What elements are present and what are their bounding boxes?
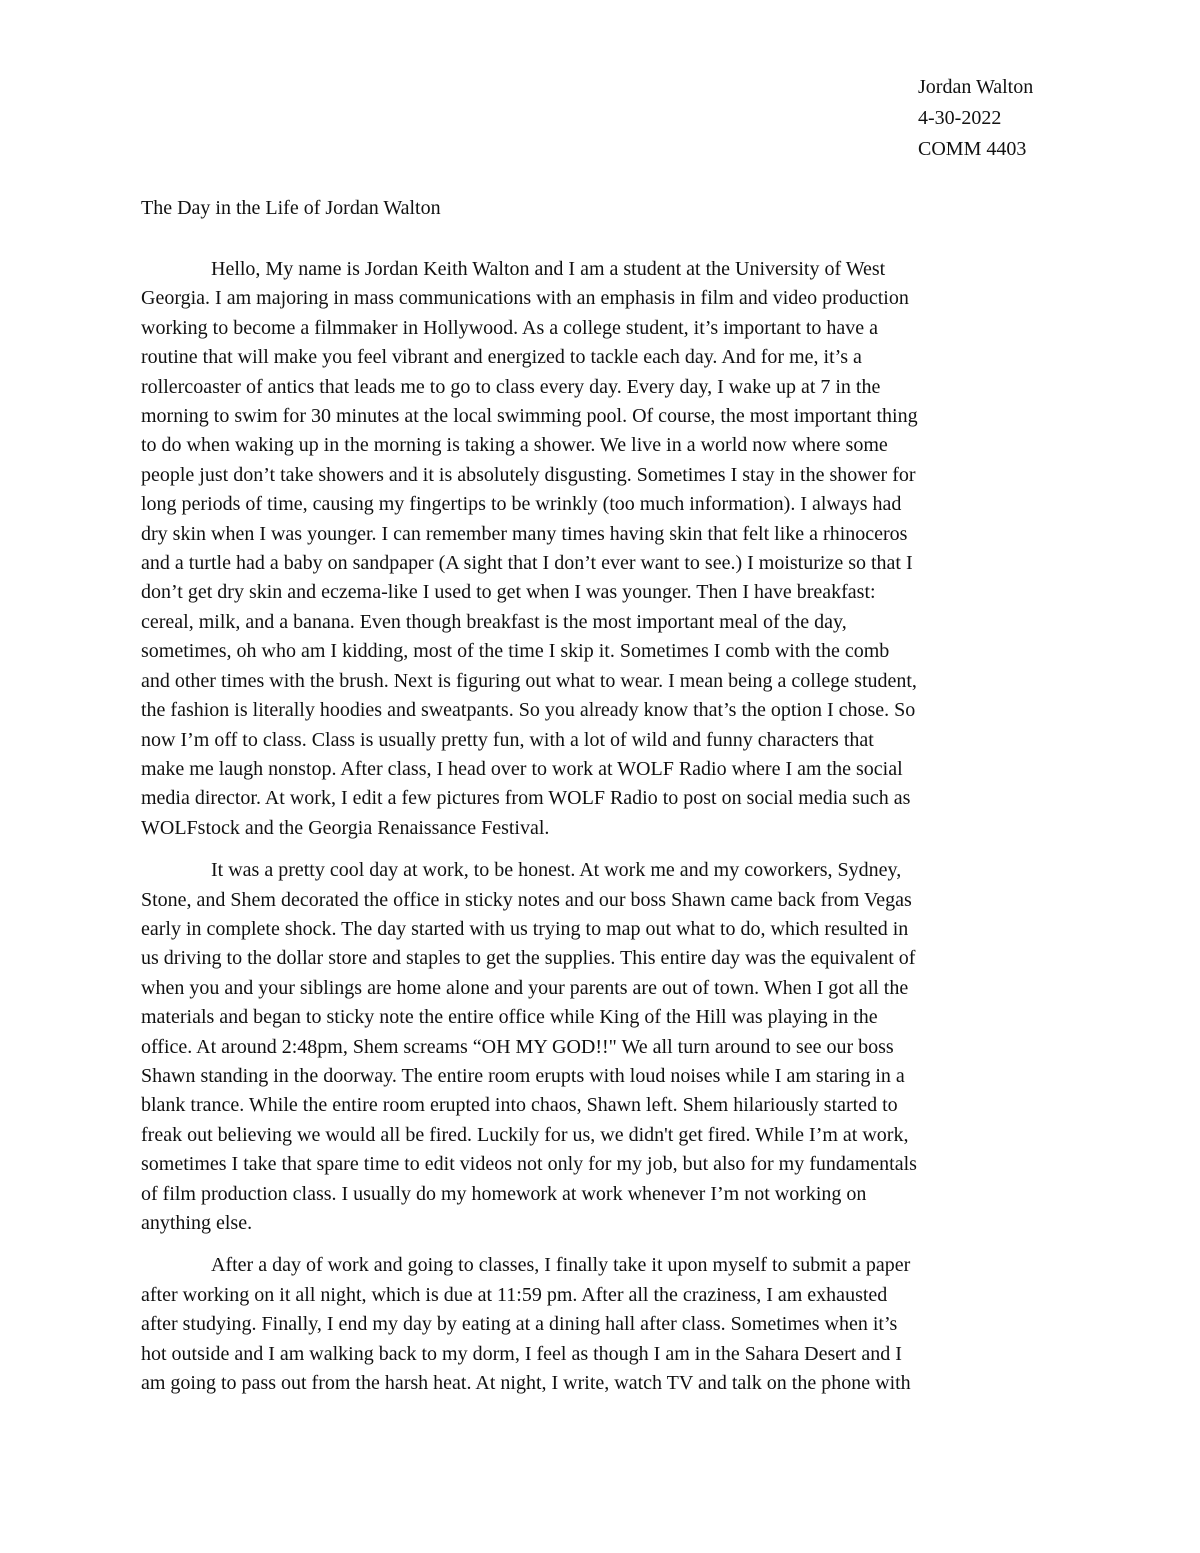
paragraph-2 <box>141 856 1081 1238</box>
paragraph-line: anything else. <box>141 1212 253 1234</box>
paragraph-line: us driving to the dollar store and staples to get the supplies. This entire day was the equivalent of <box>141 947 916 970</box>
paragraph-line: and a turtle had a baby on sandpaper (A sight that I don’t ever want to see.) I moisturize so that I <box>141 552 913 575</box>
author-name: Jordan Walton <box>918 76 1034 98</box>
document-title: The Day in the Life of Jordan Walton <box>141 197 441 219</box>
paragraph-line: cereal, milk, and a banana. Even though breakfast is the most important meal of the day, <box>141 610 847 633</box>
paragraph-line: of film production class. I usually do my homework at work whenever I’m not working on <box>141 1182 867 1205</box>
course-code: COMM 4403 <box>918 138 1027 160</box>
paragraph-line: Stone, and Shem decorated the office in sticky notes and our boss Shawn came back from Vegas <box>141 888 912 911</box>
paragraph-line: office. At around 2:48pm, Shem screams “OH MY GOD!!" We all turn around to see our boss <box>141 1035 894 1058</box>
paragraph-line: morning to swim for 30 minutes at the local swimming pool. Of course, the most important thing <box>141 405 918 428</box>
paragraph-line: after working on it all night, which is due at 11:59 pm. After all the craziness, I am exhausted <box>141 1283 888 1306</box>
paragraph-line: Georgia. I am majoring in mass communications with an emphasis in film and video production <box>141 287 909 310</box>
paragraph-line: the fashion is literally hoodies and sweatpants. So you already know that’s the option I chose. So <box>141 699 916 722</box>
paragraph-line: After a day of work and going to classes, I finally take it upon myself to submit a paper <box>211 1254 911 1277</box>
paragraph-line: hot outside and I am walking back to my dorm, I feel as though I am in the Sahara Desert and I <box>141 1342 902 1365</box>
paragraph-line: sometimes I take that spare time to edit videos not only for my job, but also for my fundamentals <box>141 1153 917 1176</box>
paragraph-line: when you and your siblings are home alone and your parents are out of town. When I got all the <box>141 976 909 999</box>
submission-date: 4-30-2022 <box>918 107 1002 129</box>
paragraph-line: long periods of time, causing my fingertips to be wrinkly (too much information). I always had <box>141 493 902 516</box>
paragraph-line: freak out believing we would all be fired. Luckily for us, we didn't get fired. While I’m at work, <box>141 1123 909 1146</box>
paragraph-line: sometimes, oh who am I kidding, most of the time I skip it. Sometimes I comb with the comb <box>141 640 890 663</box>
paragraph-line: working to become a filmmaker in Hollywood. As a college student, it’s important to have a <box>141 316 879 339</box>
paragraph-line: rollercoaster of antics that leads me to go to class every day. Every day, I wake up at 7 in the <box>141 375 881 398</box>
paragraph-line: materials and began to sticky note the entire office while King of the Hill was playing in the <box>141 1006 878 1029</box>
paragraph-3 <box>141 1251 1081 1398</box>
document-body <box>141 255 1081 1411</box>
paragraph-line: WOLFstock and the Georgia Renaissance Festival. <box>141 816 550 839</box>
paragraph-line: am going to pass out from the harsh heat. At night, I write, watch TV and talk on the phone with <box>141 1372 911 1395</box>
paragraph-line: now I’m off to class. Class is usually pretty fun, with a lot of wild and funny characters that <box>141 728 874 751</box>
paragraph-line: early in complete shock. The day started with us trying to map out what to do, which resulted in <box>141 917 909 940</box>
paragraph-line: blank trance. While the entire room erupted into chaos, Shawn left. Shem hilariously started to <box>141 1094 898 1117</box>
paragraph-line: dry skin when I was younger. I can remember many times having skin that felt like a rhinoceros <box>141 522 908 545</box>
paragraph-line: after studying. Finally, I end my day by eating at a dining hall after class. Sometimes when it’s <box>141 1313 898 1336</box>
paragraph-line: make me laugh nonstop. After class, I head over to work at WOLF Radio where I am the social <box>141 757 903 780</box>
paragraph-line: to do when waking up in the morning is taking a shower. We live in a world now where some <box>141 434 888 457</box>
paragraph-line: don’t get dry skin and eczema-like I used to get when I was younger. Then I have breakfast: <box>141 581 876 604</box>
paragraph-line: routine that will make you feel vibrant and energized to tackle each day. And for me, it’s a <box>141 346 862 369</box>
paragraph-line: It was a pretty cool day at work, to be honest. At work me and my coworkers, Sydney, <box>211 859 902 882</box>
author-header <box>918 72 1033 165</box>
paragraph-line: and other times with the brush. Next is figuring out what to wear. I mean being a college student, <box>141 669 917 692</box>
paragraph-line: Shawn standing in the doorway. The entire room erupts with loud noises while I am staring in a <box>141 1064 905 1087</box>
paragraph-line: media director. At work, I edit a few pictures from WOLF Radio to post on social media such as <box>141 787 911 810</box>
paragraph-1 <box>141 255 1081 843</box>
paragraph-line: people just don’t take showers and it is absolutely disgusting. Sometimes I stay in the shower for <box>141 463 916 486</box>
paragraph-line: Hello, My name is Jordan Keith Walton and I am a student at the University of West <box>211 258 886 280</box>
